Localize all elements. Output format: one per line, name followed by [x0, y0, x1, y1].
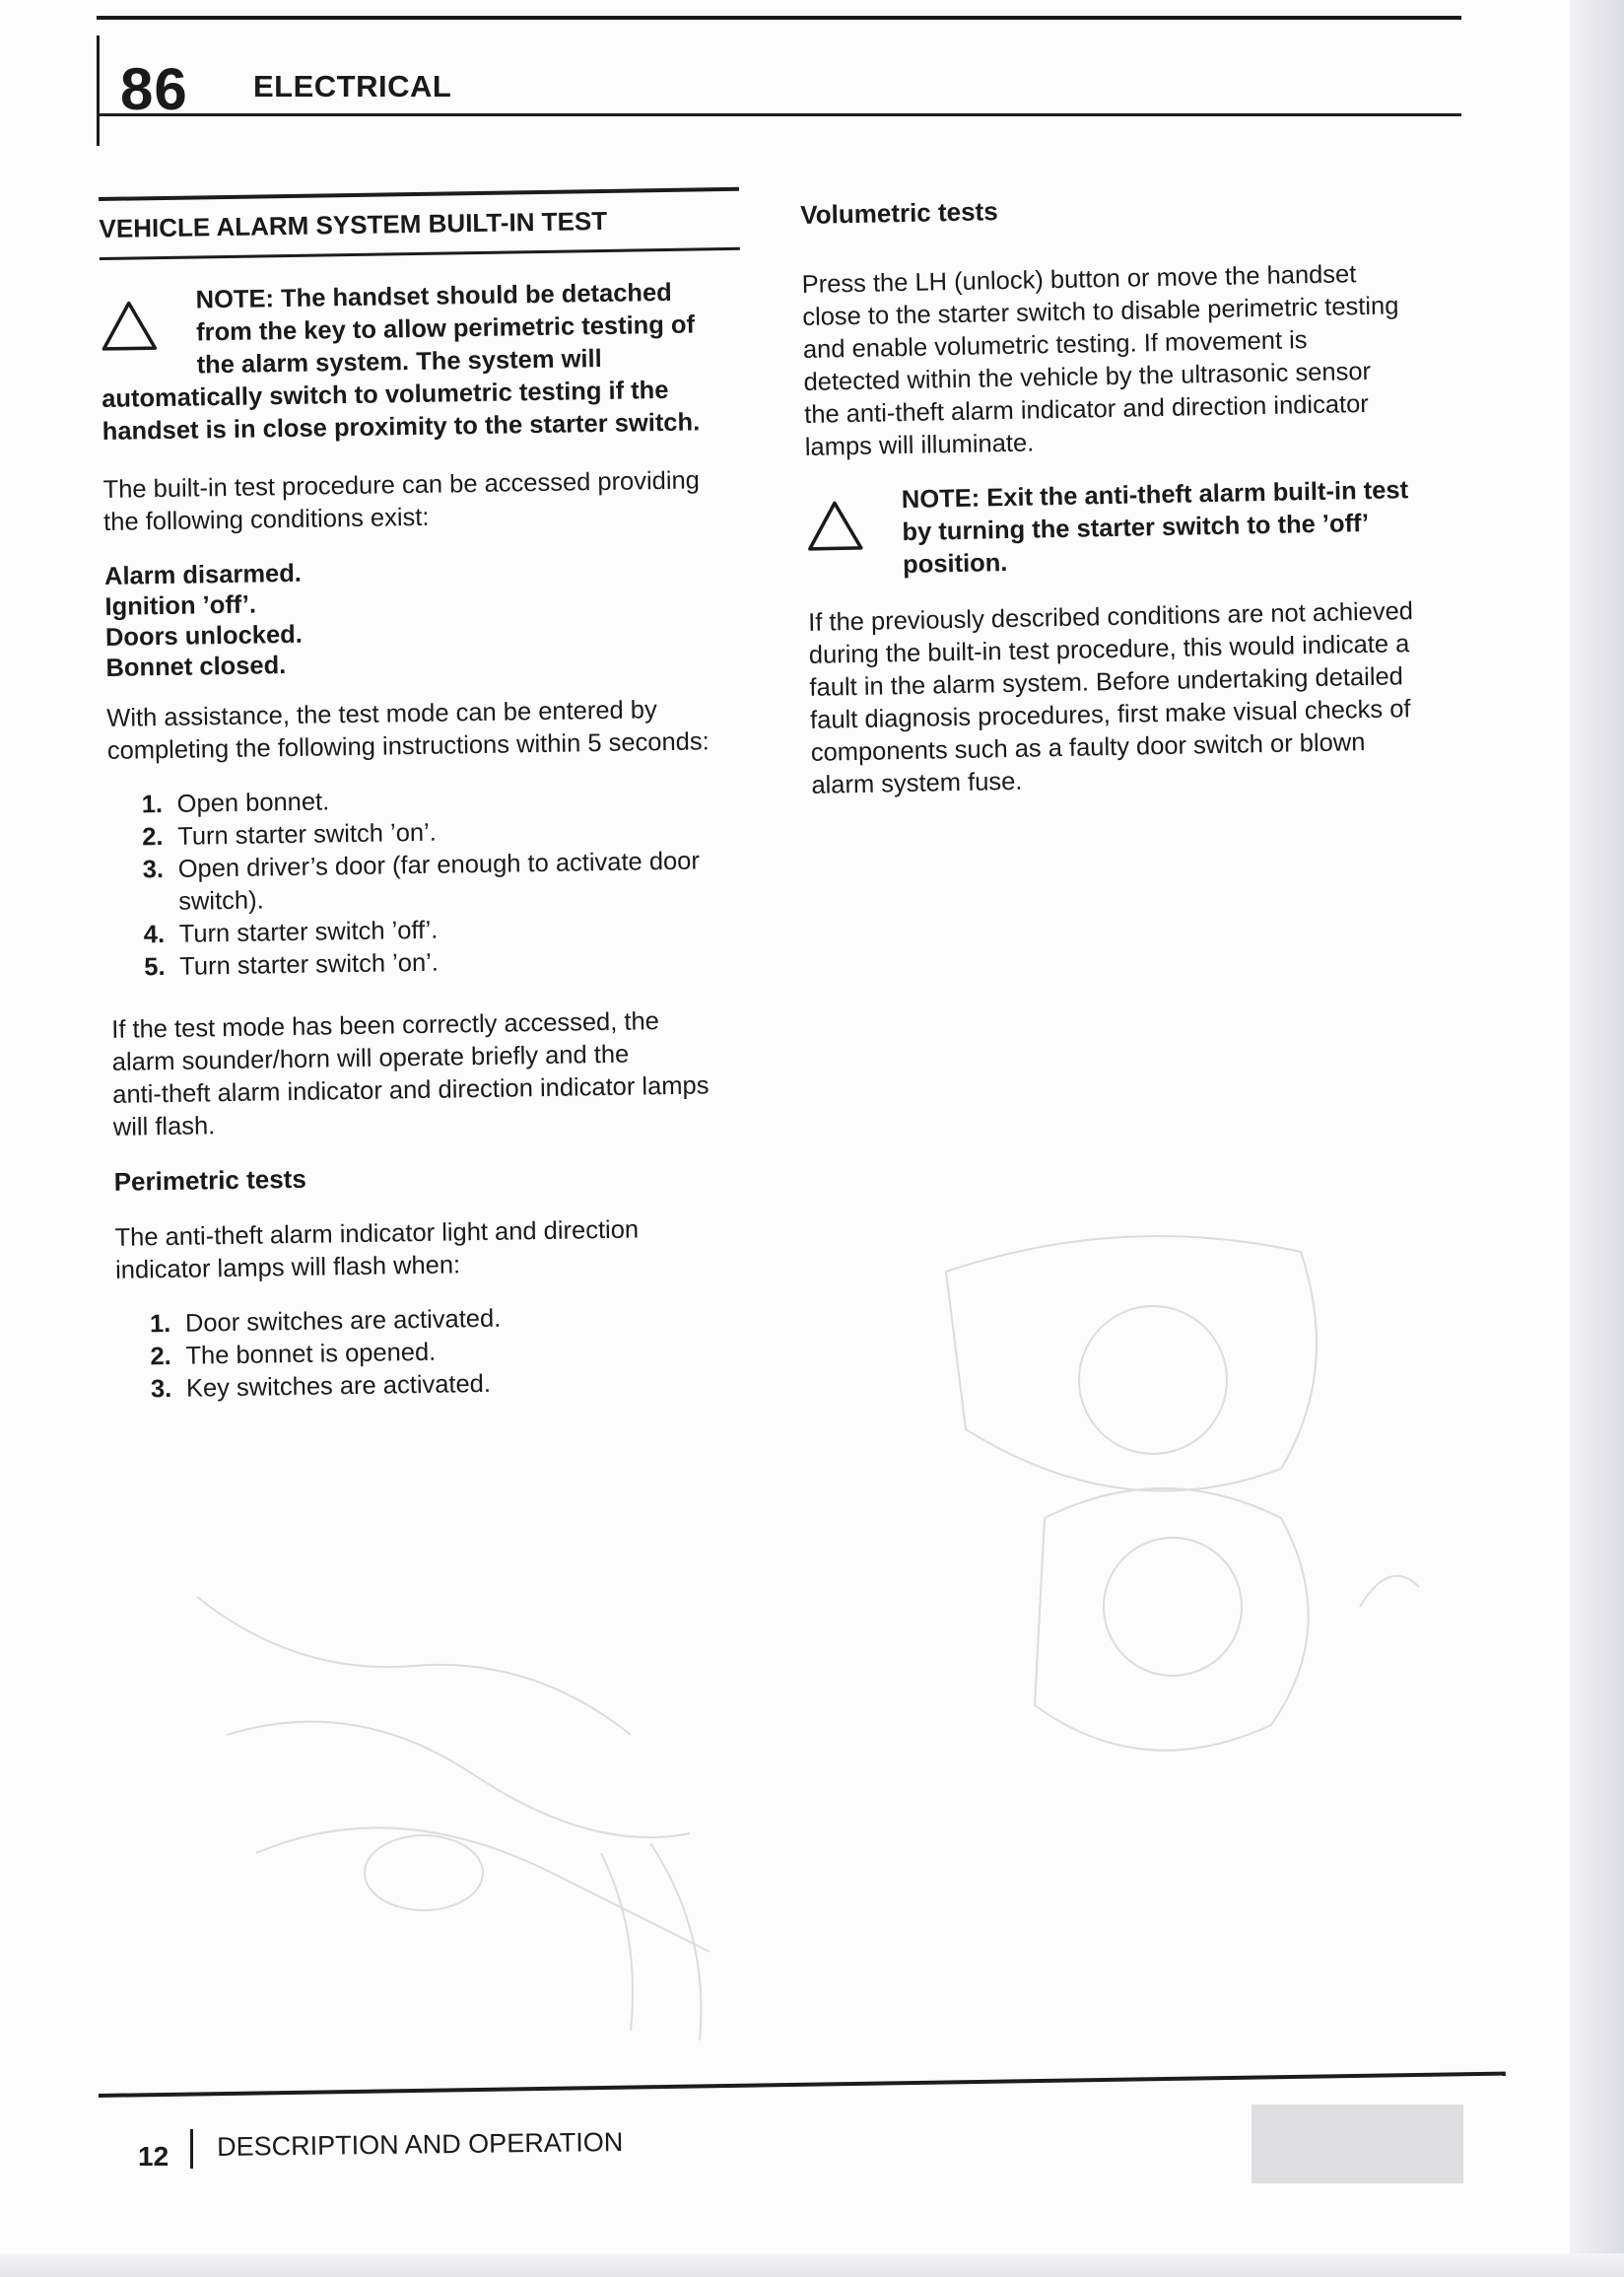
note-handset-rest	[102, 374, 743, 448]
text-line: With assistance, the test mode can be entered by	[106, 696, 657, 732]
list-text: The bonnet is opened.	[185, 1338, 437, 1370]
text-line: The built-in test procedure can be accessed providing	[102, 466, 701, 504]
note-exit-lines	[902, 473, 1468, 582]
list-number: 1.	[141, 791, 164, 819]
list-number: 1.	[149, 1309, 171, 1339]
note-line: position.	[902, 549, 1008, 580]
alarm-test-title: VEHICLE ALARM SYSTEM BUILT-IN TEST	[99, 205, 608, 243]
perimetric-list	[116, 1299, 758, 1407]
condition-item: Doors unlocked.	[104, 620, 303, 652]
header-bottom-rule	[97, 113, 1461, 116]
list-text: Door switches are activated.	[184, 1304, 502, 1338]
conditions-list	[104, 551, 747, 683]
header-left-rule	[97, 35, 100, 146]
warning-triangle-icon	[806, 499, 864, 553]
warning-triangle-icon	[101, 299, 159, 353]
text-line: Press the LH (unlock) button or move the handset	[801, 260, 1357, 299]
text-line: If the previously described conditions are not achieved	[807, 597, 1414, 637]
footer-divider	[190, 2129, 193, 2169]
text-line: detected within the vehicle by the ultrasonic sensor	[803, 357, 1372, 396]
list-item	[108, 845, 750, 920]
perimetric-intro	[114, 1212, 756, 1287]
list-number: 2.	[141, 823, 164, 852]
left-column	[99, 187, 759, 1432]
text-line: indicator lamps will flash when:	[114, 1251, 461, 1284]
list-number: 5.	[144, 953, 166, 982]
list-text: Turn starter switch ’on’.	[179, 948, 440, 981]
assistance-paragraph	[106, 693, 748, 768]
note-exit-test	[806, 473, 1468, 584]
page-number: 12	[138, 2141, 169, 2172]
text-line: fault diagnosis procedures, first make visual checks of	[809, 695, 1411, 734]
perimetric-tests-title: Perimetric tests	[113, 1163, 307, 1197]
right-column	[800, 186, 1472, 824]
result-paragraph	[111, 1004, 754, 1144]
text-line: close to the starter switch to disable perimetric testing	[802, 292, 1399, 331]
text-line: during the built-in test procedure, this would indicate a	[808, 630, 1410, 669]
footer-title: DESCRIPTION AND OPERATION	[217, 2126, 624, 2162]
header-top-rule	[97, 16, 1461, 20]
note-line: NOTE: The handset should be detached	[195, 278, 672, 314]
note-line: by turning the starter switch to the ’off’	[902, 509, 1370, 547]
section-number: 86	[120, 56, 188, 122]
note-line: from the key to allow perimetric testing of	[195, 310, 696, 347]
text-line: fault in the alarm system. Before undertaking detailed	[809, 662, 1404, 702]
list-text: Open driver’s door (far enough to activate door switch).	[177, 847, 701, 916]
note-handset	[100, 276, 743, 448]
text-line: If the test mode has been correctly accessed, the	[111, 1007, 660, 1044]
list-number: 4.	[143, 921, 166, 949]
text-line: the following conditions exist:	[102, 503, 430, 536]
volumetric-tests-title: Volumetric tests	[800, 196, 998, 230]
title-bottom-rule	[100, 247, 740, 260]
list-number: 3.	[150, 1374, 172, 1404]
list-text: Turn starter switch ’off’.	[178, 916, 439, 948]
list-text: Turn starter switch ’on’.	[176, 818, 438, 851]
list-text: Open bonnet.	[176, 788, 330, 818]
text-line: lamps will illuminate.	[804, 429, 1035, 461]
note-handset-lead	[195, 276, 741, 382]
list-number: 3.	[142, 856, 165, 884]
text-line: anti-theft alarm indicator and direction indicator lamps	[112, 1071, 710, 1109]
note-line: the alarm system. The system will	[196, 345, 602, 380]
fault-paragraph	[808, 594, 1472, 802]
text-line: the anti-theft alarm indicator and direction indicator	[803, 389, 1370, 429]
list-number: 2.	[150, 1342, 171, 1371]
intro-paragraph	[102, 464, 744, 539]
test-steps-list	[107, 780, 751, 985]
note-line: handset is in close proximity to the starter switch.	[102, 408, 701, 446]
note-line: automatically switch to volumetric testing if the	[102, 376, 669, 413]
condition-item: Ignition ’off’.	[104, 590, 257, 621]
text-line: alarm system fuse.	[811, 767, 1023, 799]
list-text: Key switches are activated.	[185, 1369, 492, 1403]
text-line: alarm sounder/horn will operate briefly and the	[111, 1040, 630, 1076]
condition-item: Alarm disarmed.	[103, 559, 303, 590]
text-line: will flash.	[112, 1112, 216, 1141]
text-line: components such as a faulty door switch or blown	[810, 728, 1366, 767]
section-title: ELECTRICAL	[253, 69, 452, 104]
condition-item: Bonnet closed.	[105, 652, 287, 682]
volumetric-paragraph	[801, 256, 1465, 464]
note-line: NOTE: Exit the anti-theft alarm built-in test	[901, 476, 1409, 515]
text-line: completing the following instructions within 5 seconds:	[106, 727, 710, 765]
text-line: The anti-theft alarm indicator light and direction	[114, 1215, 640, 1252]
text-line: and enable volumetric testing. If movement is	[802, 326, 1308, 364]
